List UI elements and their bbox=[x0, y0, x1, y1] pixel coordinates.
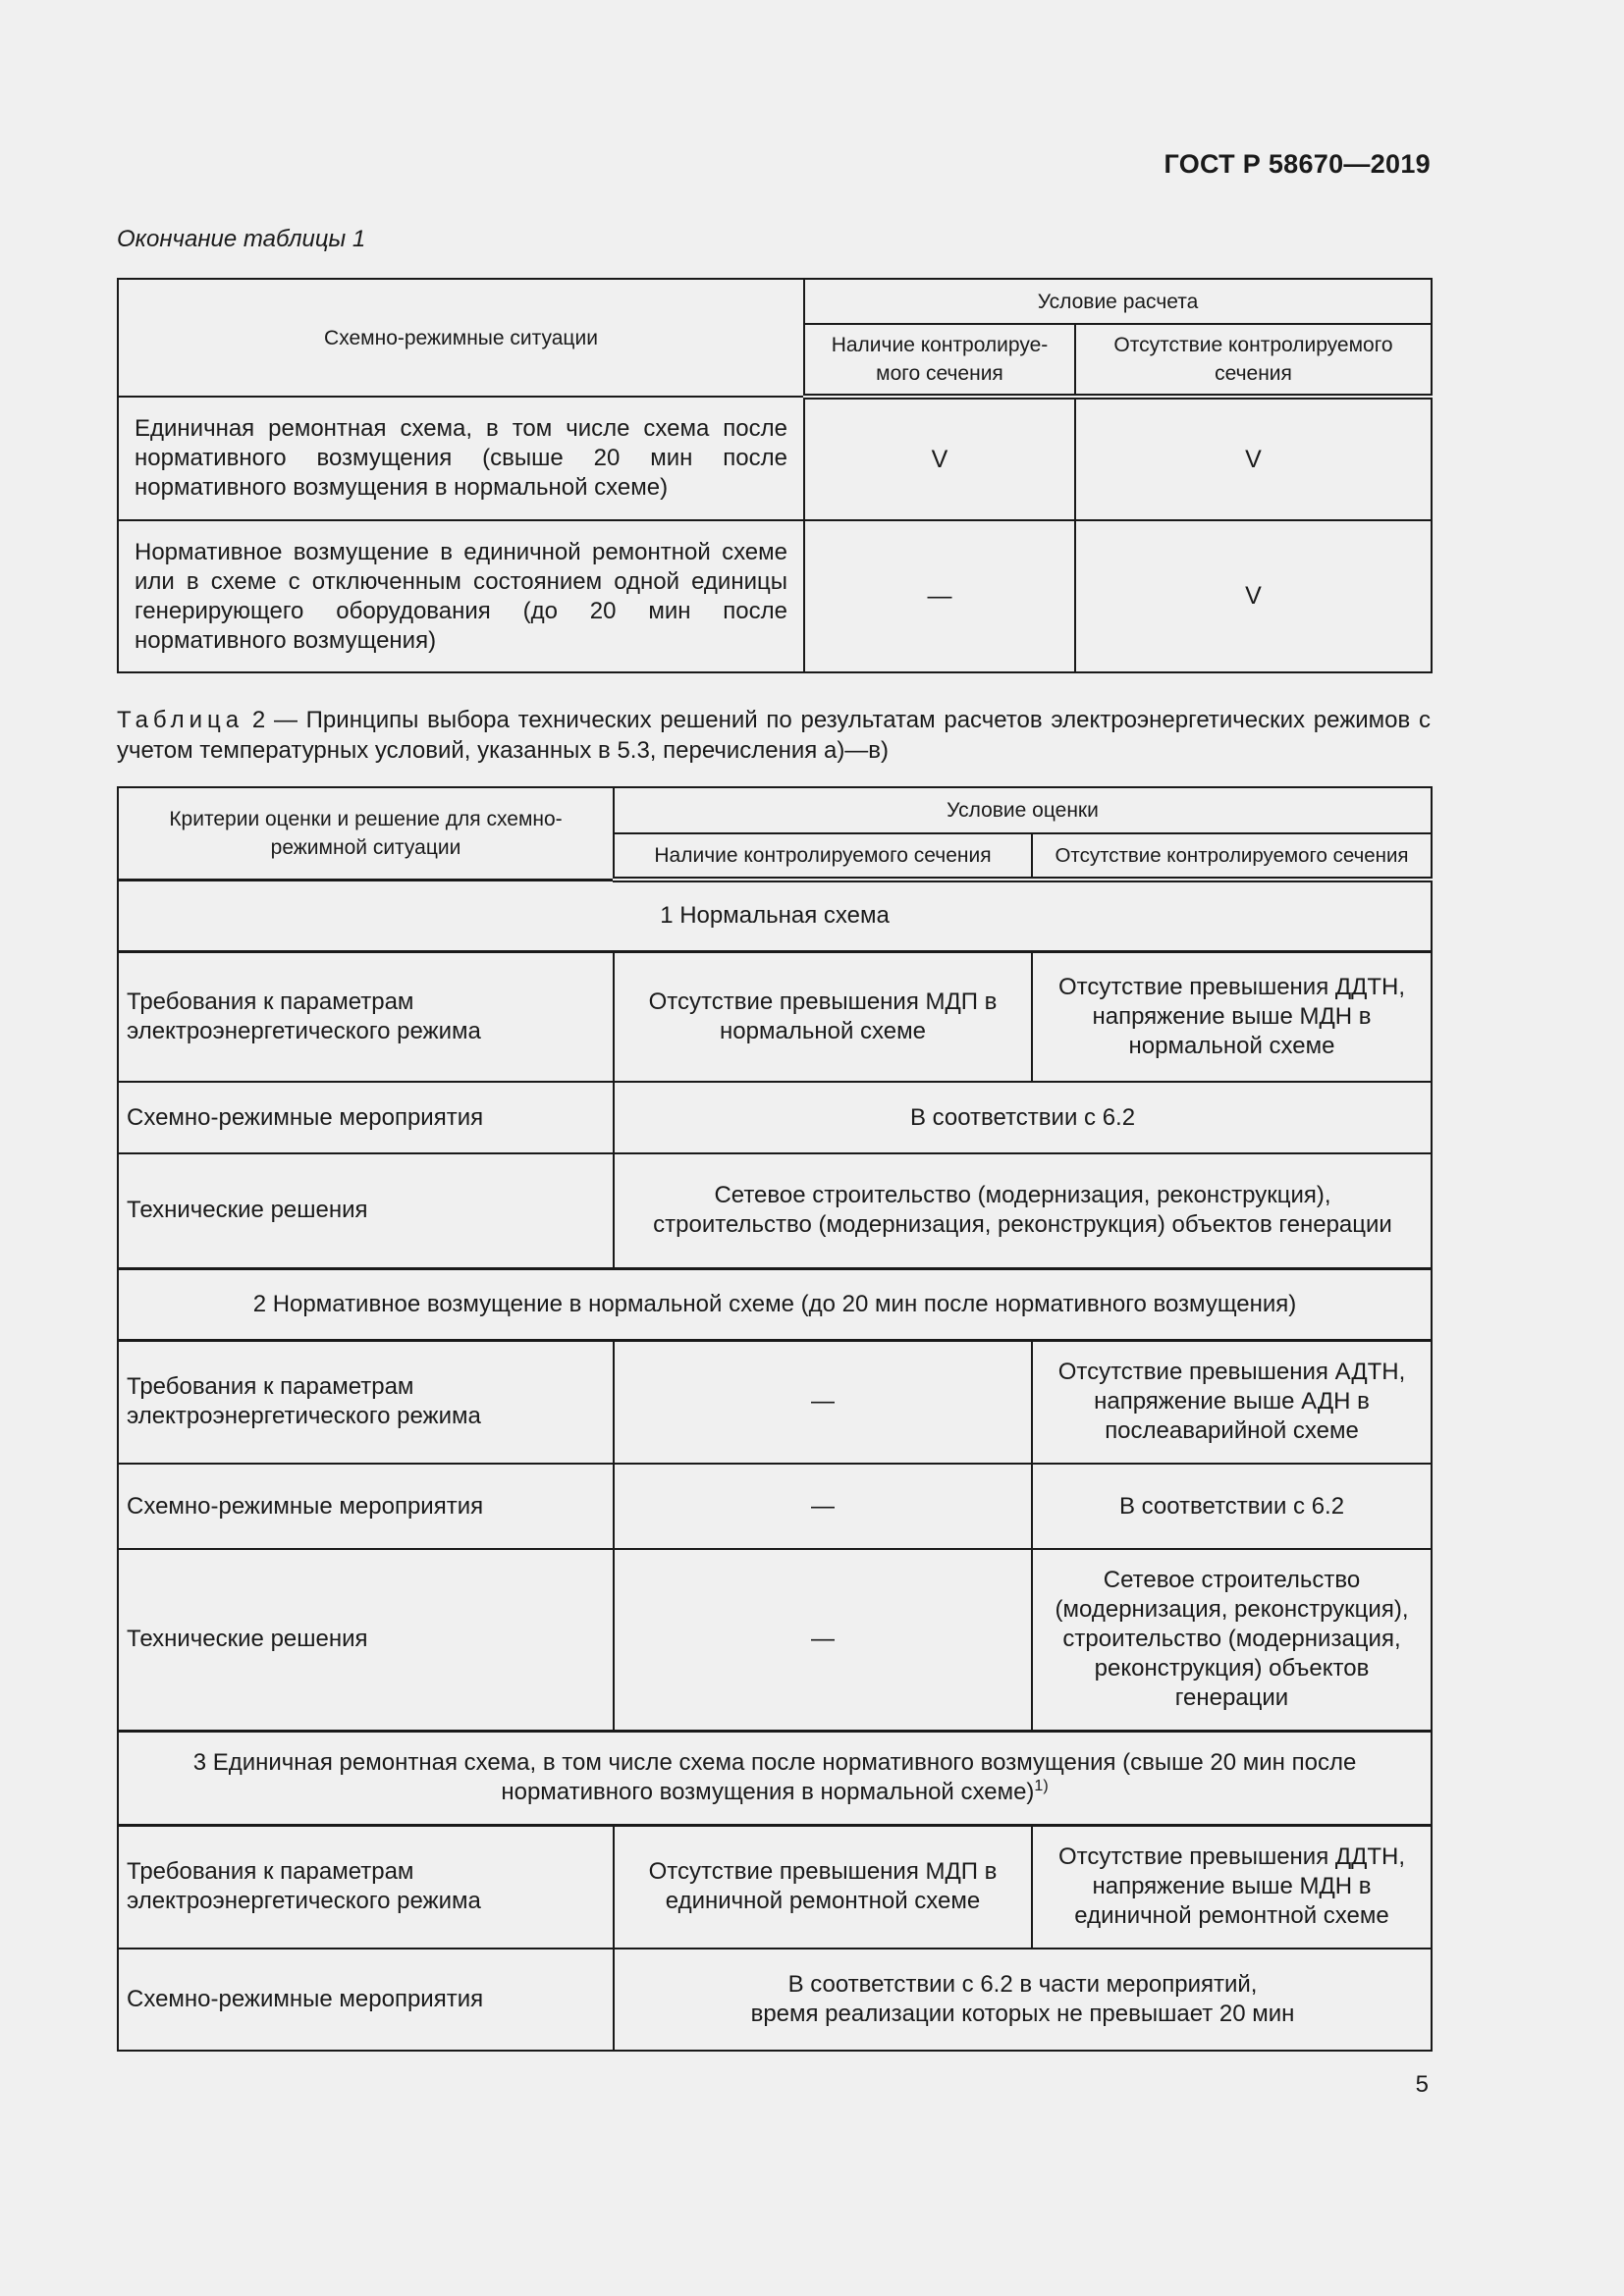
table-row bbox=[118, 1825, 1432, 1949]
document-code: ГОСТ Р 58670—2019 bbox=[1164, 149, 1431, 179]
t2-s2-req-absent: Отсутствие превышения АДТН, напряжение выше АДН в послеаварийной схеме bbox=[1032, 1340, 1432, 1464]
table-2-caption-text: 2 — Принципы выбора технических решений по результатам расчетов электроэнергетических режимов с учетом температурных условий, указанных в 5.3, перечисления а)—в) bbox=[117, 707, 1432, 764]
table-row bbox=[118, 1153, 1432, 1268]
table-row bbox=[118, 1340, 1432, 1464]
t2-s1-tech-value: Сетевое строительство (модернизация, реконструкция), строительство (модернизация, реконструкция) объектов генерации bbox=[614, 1153, 1432, 1268]
t1-row2-present: — bbox=[804, 520, 1075, 672]
t2-s3-meas-line1: В соответствии с 6.2 в части мероприятий, bbox=[787, 1971, 1258, 1998]
t1-header-situation: Схемно-режимные ситуации bbox=[118, 279, 804, 397]
page-number: 5 bbox=[1415, 2071, 1429, 2098]
t1-row1-absent: V bbox=[1075, 397, 1432, 520]
t2-section-3-title-text: 3 Единичная ремонтная схема, в том числе схема после нормативного возмущения (свыше 20 мин после нормативного возмущения в нормальной схеме) bbox=[192, 1749, 1357, 1805]
t1-row2-absent: V bbox=[1075, 520, 1432, 672]
table-row bbox=[118, 951, 1432, 1082]
t2-subheader-present: Наличие контролируемого сечения bbox=[614, 833, 1032, 880]
t1-row2-situation: Нормативное возмущение в единичной ремонтной схеме или в схеме с отключенным состоянием одной единицы генерирующего оборудования (до 20 мин после нормативного возмущения) bbox=[118, 520, 804, 672]
t1-row1-present: V bbox=[804, 397, 1075, 520]
table-row bbox=[118, 520, 1432, 672]
t1-row1-situation: Единичная ремонтная схема, в том числе схема после нормативного возмущения (свыше 20 мин после нормативного возмущения в нормальной схеме) bbox=[118, 397, 804, 520]
t1-subheader-present: Наличие контролируе-мого сечения bbox=[804, 324, 1075, 397]
table-row bbox=[118, 1464, 1432, 1549]
table-row bbox=[118, 397, 1432, 520]
t2-s1-req-label: Требования к параметрам электроэнергетического режима bbox=[118, 951, 614, 1082]
t2-s2-tech-absent: Сетевое строительство (модернизация, реконструкция), строительство (модернизация, реконструкция) объектов генерации bbox=[1032, 1549, 1432, 1731]
t2-subheader-absent: Отсутствие контролируемого сечения bbox=[1032, 833, 1432, 880]
t2-header-condition: Условие оценки bbox=[614, 787, 1432, 833]
t2-s2-tech-label: Технические решения bbox=[118, 1549, 614, 1731]
t2-s2-meas-label: Схемно-режимные мероприятия bbox=[118, 1464, 614, 1549]
t2-s2-tech-present: — bbox=[614, 1549, 1032, 1731]
t2-s3-meas-line2: время реализации которых не превышает 20 мин bbox=[750, 2001, 1295, 2027]
footnote-ref: 1) bbox=[1034, 1778, 1049, 1794]
t2-s2-req-present: — bbox=[614, 1340, 1032, 1464]
table-row bbox=[118, 1082, 1432, 1153]
t2-s3-req-present: Отсутствие превышения МДП в единичной ремонтной схеме bbox=[614, 1825, 1032, 1949]
t2-s2-req-label: Требования к параметрам электроэнергетического режима bbox=[118, 1340, 614, 1464]
t2-s2-meas-absent: В соответствии с 6.2 bbox=[1032, 1464, 1432, 1549]
t2-s3-meas-value bbox=[614, 1949, 1432, 2051]
t2-s1-req-absent: Отсутствие превышения ДДТН, напряжение выше МДН в нормальной схеме bbox=[1032, 951, 1432, 1082]
t2-s3-meas-label: Схемно-режимные мероприятия bbox=[118, 1949, 614, 2051]
t2-s1-tech-label: Технические решения bbox=[118, 1153, 614, 1268]
t2-header-criteria: Критерии оценки и решение для схемно-режимной ситуации bbox=[118, 787, 614, 880]
t2-section-2-title: 2 Нормативное возмущение в нормальной схеме (до 20 мин после нормативного возмущения) bbox=[118, 1268, 1432, 1340]
t1-subheader-absent: Отсутствие контролируемого сечения bbox=[1075, 324, 1432, 397]
table-continuation-label: Окончание таблицы 1 bbox=[117, 226, 366, 252]
table-2-caption bbox=[117, 705, 1431, 766]
t2-s1-req-present: Отсутствие превышения МДП в нормальной схеме bbox=[614, 951, 1032, 1082]
table-row bbox=[118, 1549, 1432, 1731]
t2-section-3-title bbox=[118, 1731, 1432, 1825]
table-row bbox=[118, 1949, 1432, 2051]
table-2-caption-prefix: Таблица bbox=[117, 707, 244, 733]
t2-s3-req-label: Требования к параметрам электроэнергетического режима bbox=[118, 1825, 614, 1949]
table-1 bbox=[117, 278, 1433, 673]
t1-header-condition: Условие расчета bbox=[804, 279, 1432, 324]
t2-s1-meas-value: В соответствии с 6.2 bbox=[614, 1082, 1432, 1153]
t2-s2-meas-present: — bbox=[614, 1464, 1032, 1549]
table-2 bbox=[117, 786, 1433, 2052]
t2-section-1-title: 1 Нормальная схема bbox=[118, 880, 1432, 951]
t2-s1-meas-label: Схемно-режимные мероприятия bbox=[118, 1082, 614, 1153]
t2-s3-req-absent: Отсутствие превышения ДДТН, напряжение выше МДН в единичной ремонтной схеме bbox=[1032, 1825, 1432, 1949]
